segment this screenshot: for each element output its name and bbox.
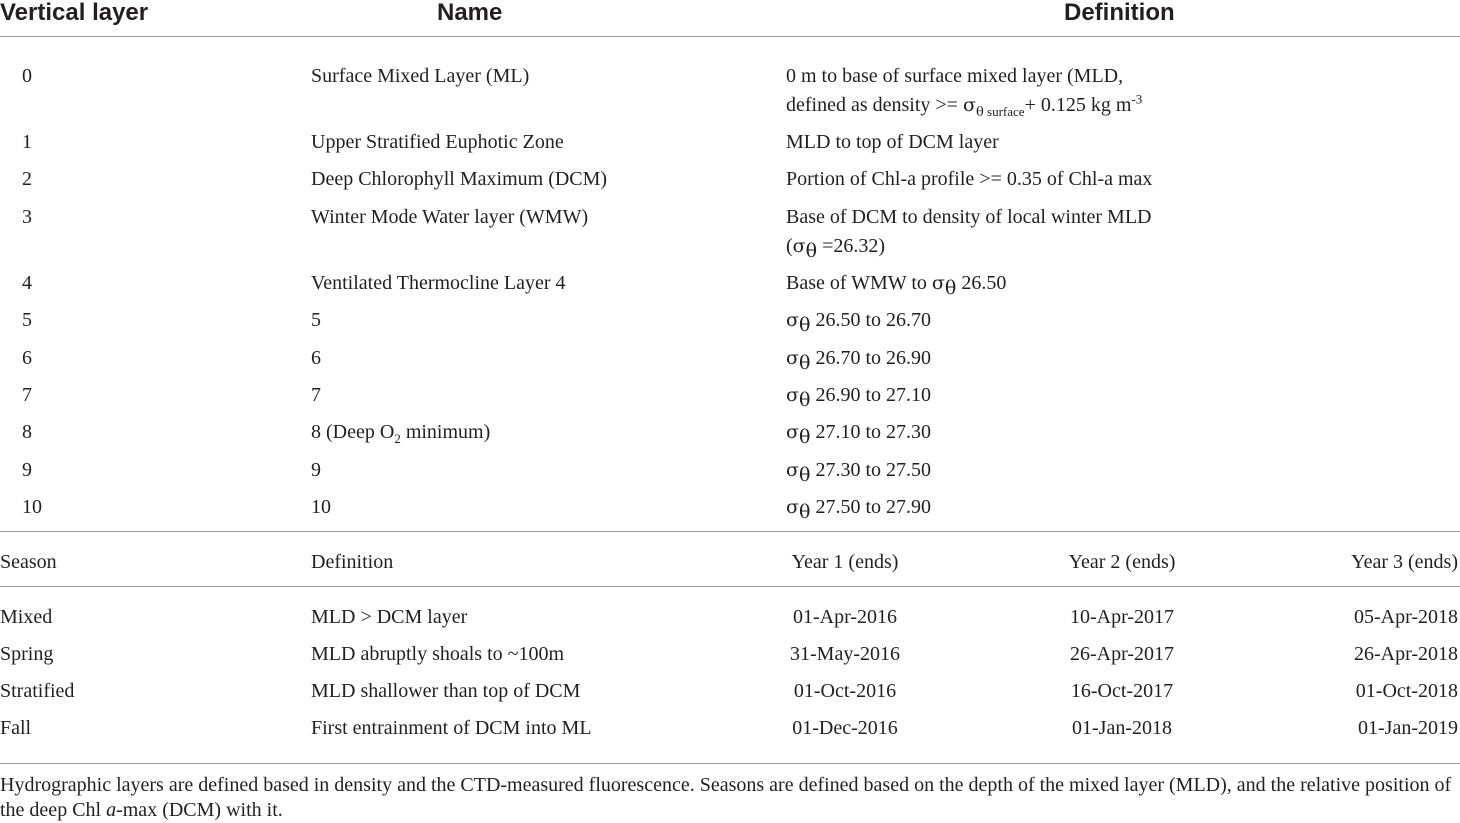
layer-name: Upper Stratified Euphotic Zone — [311, 131, 564, 153]
layer-number: 8 — [22, 421, 32, 443]
layer-definition: Base of WMW to $\sigma_\theta$ 26.50 — [786, 272, 1007, 299]
season-header-rule — [0, 586, 1460, 587]
layer-definition-line2: $(\sigma_\theta =26.32)$ — [786, 235, 886, 262]
layer-number: 10 — [22, 496, 42, 518]
year3-end: 01-Oct-2018 — [1355, 680, 1458, 702]
footer-rule — [0, 763, 1460, 764]
layer-name: 9 — [311, 459, 321, 481]
header-rule — [0, 36, 1460, 37]
year1-end: 01-Apr-2016 — [792, 606, 898, 628]
layer-number: 3 — [22, 206, 32, 228]
table-footnote: Hydrographic layers are defined based in density and the CTD-measured fluorescence. Seasons are defined based on the depth of the mixed layer (MLD), and the relative position of the deep Chl a-max (DCM) with it. — [0, 774, 1452, 821]
season-definition: MLD shallower than top of DCM — [311, 680, 581, 702]
header-definition: Definition — [1064, 0, 1175, 26]
year2-end: 16-Oct-2017 — [1070, 680, 1174, 702]
layer-definition: $\sigma_\theta$ 27.50 to 27.90 — [786, 496, 931, 523]
season-definition: MLD abruptly shoals to ~100m — [311, 643, 565, 665]
layer-name: Ventilated Thermocline Layer 4 — [311, 272, 566, 294]
layer-name: Surface Mixed Layer (ML) — [311, 65, 530, 87]
header-name: Name — [437, 0, 503, 26]
section-rule — [0, 531, 1460, 532]
season-name: Spring — [0, 643, 54, 665]
layer-number: 9 — [22, 459, 32, 481]
layer-number: 6 — [22, 347, 32, 369]
season-definition: MLD > DCM layer — [311, 606, 468, 628]
layer-definition-line2: defined as density >= $\sigma_{\theta surface}+ 0.125$ kg $m^{-3}$ — [786, 91, 1143, 120]
layer-definition: Base of DCM to density of local winter MLD — [786, 206, 1152, 228]
season-name: Mixed — [0, 606, 53, 628]
header-vertical-layer: Vertical layer — [0, 0, 149, 26]
layer-definition: $\sigma_\theta$ 26.70 to 26.90 — [786, 347, 931, 374]
layer-definition: Portion of Chl-a profile >= 0.35 of Chl-a max — [786, 168, 1153, 190]
layer-number: 5 — [22, 309, 32, 331]
layer-name: 8 (Deep $O_2$ minimum) — [311, 421, 491, 446]
layer-definition: 0 m to base of surface mixed layer (MLD, — [786, 65, 1124, 87]
year3-end: 26-Apr-2018 — [1353, 643, 1458, 665]
year2-end: 01-Jan-2018 — [1072, 717, 1172, 739]
year3-end: 05-Apr-2018 — [1353, 606, 1458, 628]
season-definition: First entrainment of DCM into ML — [311, 717, 592, 739]
layer-number: 4 — [22, 272, 32, 294]
layer-number: 1 — [22, 131, 32, 153]
layer-name: Winter Mode Water layer (WMW) — [311, 206, 589, 228]
layer-name: 7 — [311, 384, 321, 406]
layer-name: 6 — [311, 347, 321, 369]
header-season-definition: Definition — [311, 551, 394, 573]
header-year3: Year 3 (ends) — [1351, 551, 1458, 573]
header-year1: Year 1 (ends) — [791, 551, 899, 573]
header-season: Season — [0, 551, 57, 573]
year2-end: 10-Apr-2017 — [1069, 606, 1175, 628]
season-name: Stratified — [0, 680, 75, 702]
layer-definition: MLD to top of DCM layer — [786, 131, 999, 153]
layer-name: 5 — [311, 309, 321, 331]
year1-end: 01-Dec-2016 — [792, 717, 898, 739]
layer-number: 0 — [22, 65, 32, 87]
year1-end: 01-Oct-2016 — [793, 680, 897, 702]
year3-end: 01-Jan-2019 — [1358, 717, 1458, 739]
layer-definition: $\sigma_\theta$ 27.30 to 27.50 — [786, 459, 931, 486]
layer-definition: $\sigma_\theta$ 26.50 to 26.70 — [786, 309, 931, 336]
layer-number: 2 — [22, 168, 32, 190]
season-name: Fall — [0, 717, 32, 739]
header-year2: Year 2 (ends) — [1068, 551, 1176, 573]
layer-definition: $\sigma_\theta$ 27.10 to 27.30 — [786, 421, 931, 448]
year1-end: 31-May-2016 — [790, 643, 900, 665]
year2-end: 26-Apr-2017 — [1069, 643, 1175, 665]
layer-definition: $\sigma_\theta$ 26.90 to 27.10 — [786, 384, 931, 411]
layer-name: Deep Chlorophyll Maximum (DCM) — [311, 168, 608, 190]
layer-name: 10 — [311, 496, 331, 518]
layer-number: 7 — [22, 384, 32, 406]
